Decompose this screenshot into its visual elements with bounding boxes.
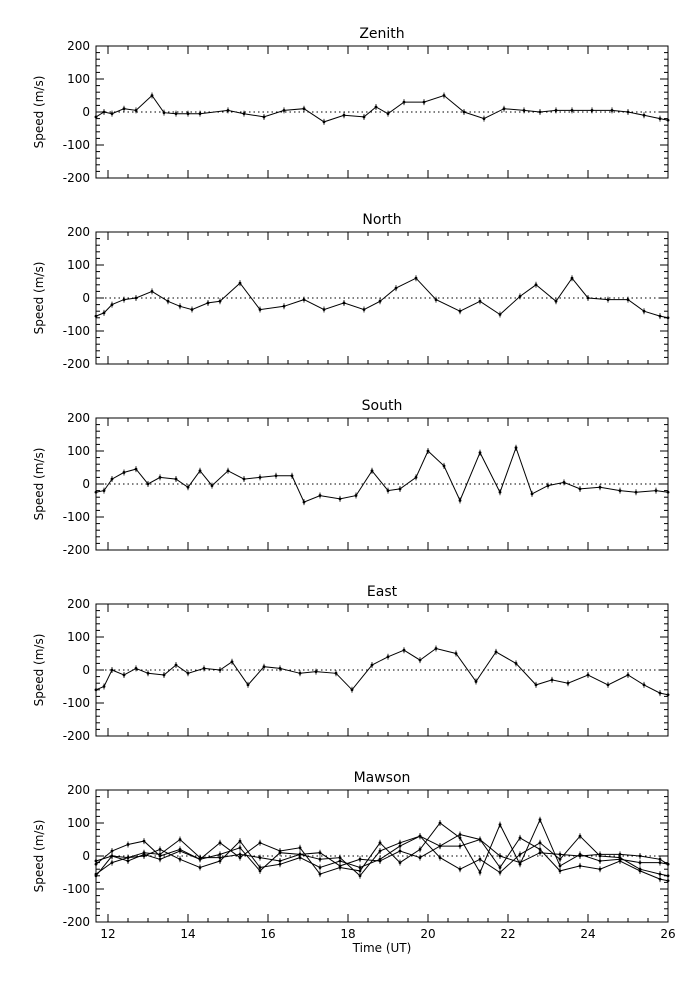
x-tick-label: 18 [340, 927, 356, 941]
panel-south [32, 398, 669, 557]
y-tick-label: 0 [82, 105, 90, 119]
y-tick-label: 100 [67, 816, 90, 830]
y-tick-label: -200 [62, 357, 90, 371]
series-line [96, 96, 668, 122]
y-tick-label: -200 [62, 915, 90, 929]
x-tick-label: 22 [500, 927, 516, 941]
y-axis-label: Speed (m/s) [32, 633, 46, 707]
y-tick-label: -100 [62, 324, 90, 338]
x-tick-label: 14 [180, 927, 196, 941]
panel-title: Zenith [359, 26, 405, 42]
y-tick-label: -200 [62, 171, 90, 185]
x-axis-label: Time (UT) [352, 941, 412, 955]
y-axis-label: Speed (m/s) [32, 75, 46, 149]
panel-zenith [32, 26, 669, 185]
x-tick-label: 26 [660, 927, 676, 941]
panel-title: Mawson [353, 770, 411, 786]
series-line [96, 649, 668, 695]
y-tick-label: 200 [67, 783, 90, 797]
series-line [96, 840, 668, 866]
y-axis-label: Speed (m/s) [32, 447, 46, 521]
y-tick-label: 0 [82, 849, 90, 863]
y-tick-label: 100 [67, 444, 90, 458]
y-tick-label: 200 [67, 411, 90, 425]
series-line [96, 448, 668, 502]
y-tick-label: 100 [67, 72, 90, 86]
y-tick-label: 200 [67, 39, 90, 53]
x-tick-label: 12 [100, 927, 116, 941]
y-tick-label: 200 [67, 597, 90, 611]
panel-mawson [32, 770, 676, 955]
panel-title: North [362, 212, 402, 228]
panel-north [32, 212, 669, 371]
y-tick-label: -200 [62, 543, 90, 557]
x-tick-label: 20 [420, 927, 436, 941]
x-tick-label: 16 [260, 927, 276, 941]
y-tick-label: 0 [82, 291, 90, 305]
y-tick-label: -200 [62, 729, 90, 743]
y-tick-label: -100 [62, 696, 90, 710]
panel-title: South [361, 398, 403, 414]
y-axis-label: Speed (m/s) [32, 819, 46, 893]
y-tick-label: 0 [82, 477, 90, 491]
y-tick-label: -100 [62, 138, 90, 152]
panel-east [32, 584, 669, 743]
y-tick-label: 200 [67, 225, 90, 239]
y-tick-label: 100 [67, 258, 90, 272]
y-tick-label: -100 [62, 510, 90, 524]
y-tick-label: 100 [67, 630, 90, 644]
y-tick-label: 0 [82, 663, 90, 677]
y-tick-label: -100 [62, 882, 90, 896]
x-tick-label: 24 [580, 927, 596, 941]
panel-title: East [366, 584, 398, 600]
y-axis-label: Speed (m/s) [32, 261, 46, 335]
